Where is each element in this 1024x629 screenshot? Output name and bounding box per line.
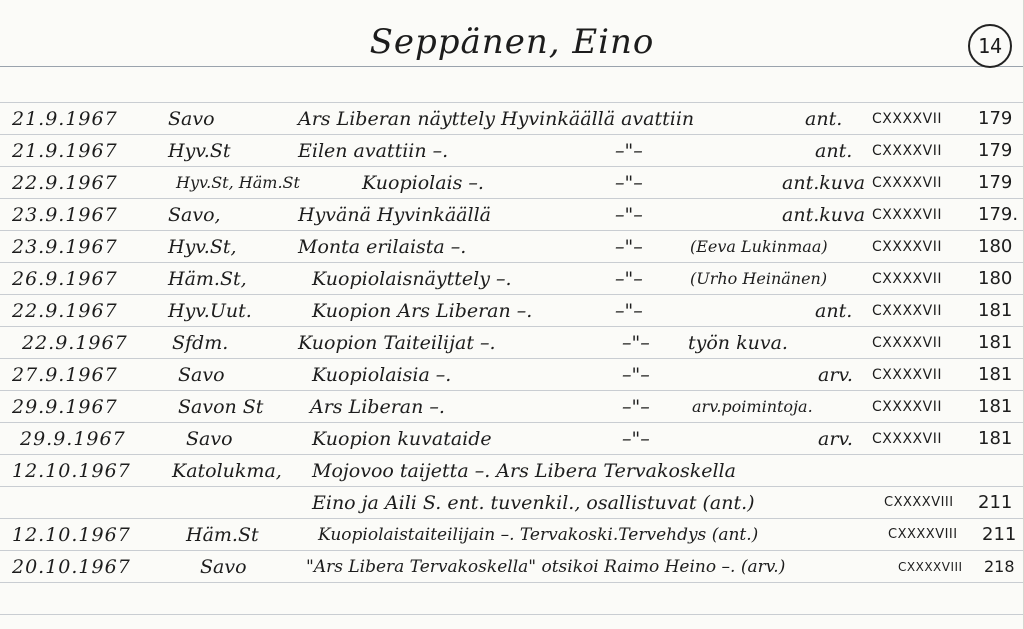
ruled-line (0, 614, 1024, 615)
entry-ditto: –"– (615, 204, 643, 226)
entry-ditto: –"– (615, 172, 643, 194)
entry-title: Kuopion Ars Liberan –. (312, 300, 533, 322)
entry-title: Eilen avattiin –. (298, 140, 449, 162)
entry-date: 22.9.1967 (12, 172, 118, 194)
entry-date: 26.9.1967 (12, 268, 118, 290)
entry-date: 21.9.1967 (12, 108, 118, 130)
entry-type: ant. (815, 300, 853, 322)
entry-source: Savo (168, 108, 215, 130)
entry-page: 179. (978, 204, 1019, 225)
entry-row-continuation (0, 487, 1024, 519)
entry-note: työn kuva. (688, 332, 788, 354)
entry-source: Savo, (168, 204, 221, 226)
entry-row (0, 263, 1024, 295)
entry-source: Savo (200, 556, 247, 578)
entry-date: 27.9.1967 (12, 364, 118, 386)
entry-ditto: –"– (622, 396, 650, 418)
entry-date: 23.9.1967 (12, 204, 118, 226)
entry-source: Hyv.St, (168, 236, 237, 258)
entry-row (0, 391, 1024, 423)
entry-page: 211 (982, 524, 1017, 545)
entry-volume: CXXXXVII (872, 207, 942, 223)
entry-page: 181 (978, 364, 1013, 385)
entry-title: Ars Liberan –. (310, 396, 445, 418)
entry-date: 12.10.1967 (12, 524, 131, 546)
entry-volume: CXXXXVII (872, 175, 942, 191)
entry-page: 181 (978, 396, 1013, 417)
entry-ditto: –"– (615, 268, 643, 290)
entry-source: Sfdm. (172, 332, 229, 354)
entry-row (0, 295, 1024, 327)
entry-row (0, 519, 1024, 551)
card-title: Seppänen, Eino (369, 22, 655, 62)
entry-type: ant.kuva (782, 172, 866, 194)
entry-note: (Eeva Lukinmaa) (690, 237, 828, 256)
entry-source: Savo (178, 364, 225, 386)
entry-ditto: –"– (615, 236, 643, 258)
entry-title: Kuopiolaisnäyttely –. (312, 268, 512, 290)
entry-volume: CXXXXVII (872, 143, 942, 159)
entry-volume: CXXXXVII (872, 111, 942, 127)
entry-page: 179 (978, 172, 1013, 193)
entry-volume: CXXXXVIII (884, 495, 954, 510)
entry-date: 23.9.1967 (12, 236, 118, 258)
entry-page: 179 (978, 108, 1013, 129)
entry-source: Häm.St, (168, 268, 247, 290)
entry-row (0, 103, 1024, 135)
entry-page: 181 (978, 300, 1013, 321)
entry-page: 211 (978, 492, 1013, 513)
entry-note: arv.poimintoja. (692, 397, 813, 416)
entry-title: Kuopiolaistaiteilijain –. Tervakoski.Tervehdys (ant.) (318, 525, 759, 545)
entry-type: arv. (818, 428, 853, 450)
entry-source: Katolukma, (172, 460, 282, 482)
entry-source: Hyv.Uut. (168, 300, 252, 322)
entry-ditto: –"– (615, 140, 643, 162)
entry-volume: CXXXXVII (872, 271, 942, 287)
entry-ditto: –"– (622, 428, 650, 450)
entry-date: 20.10.1967 (12, 556, 131, 578)
entry-title: Monta erilaista –. (298, 236, 467, 258)
entry-volume: CXXXXVIII (898, 560, 963, 574)
entry-row (0, 551, 1024, 583)
entry-date: 21.9.1967 (12, 140, 118, 162)
entry-title: Kuopiolaisia –. (312, 364, 452, 386)
entry-page: 181 (978, 332, 1013, 353)
entry-type: arv. (818, 364, 853, 386)
entry-date: 22.9.1967 (22, 332, 128, 354)
entry-volume: CXXXXVII (872, 399, 942, 415)
entry-type: ant.kuva (782, 204, 866, 226)
entry-ditto: –"– (615, 300, 643, 322)
entry-row (0, 231, 1024, 263)
entry-page: 181 (978, 428, 1013, 449)
entry-source: Savo (186, 428, 233, 450)
entry-volume: CXXXXVII (872, 335, 942, 351)
entry-row (0, 135, 1024, 167)
entry-date: 29.9.1967 (12, 396, 118, 418)
entry-source: Hyv.St (168, 140, 231, 162)
entry-title: Ars Liberan näyttely Hyvinkäällä avattiin (298, 108, 695, 130)
entry-row (0, 199, 1024, 231)
entry-type: ant. (815, 140, 853, 162)
entry-source: Häm.St (186, 524, 259, 546)
entry-title: Kuopiolais –. (362, 172, 484, 194)
entry-title: Hyvänä Hyvinkäällä (298, 204, 491, 226)
entry-date: 12.10.1967 (12, 460, 131, 482)
entry-type: ant. (805, 108, 843, 130)
entry-ditto: –"– (622, 332, 650, 354)
entry-title: Kuopion kuvataide (312, 428, 492, 450)
entry-date: 22.9.1967 (12, 300, 118, 322)
entry-volume: CXXXXVII (872, 239, 942, 255)
entry-row (0, 359, 1024, 391)
entry-page: 180 (978, 268, 1013, 289)
entry-title: Eino ja Aili S. ent. tuvenkil., osallistuvat (ant.) (312, 492, 755, 514)
card-header-rule (0, 66, 1024, 67)
entry-date: 29.9.1967 (20, 428, 126, 450)
entry-row (0, 455, 1024, 487)
entry-page: 218 (984, 557, 1015, 576)
entry-source: Hyv.St, Häm.St (176, 173, 300, 192)
entry-title: "Ars Libera Tervakoskella" otsikoi Raimo Heino –. (arv.) (306, 557, 786, 577)
entry-volume: CXXXXVII (872, 367, 942, 383)
card-page-number: 14 (968, 24, 1012, 68)
entry-note: (Urho Heinänen) (690, 269, 828, 288)
entry-title: Kuopion Taiteilijat –. (298, 332, 496, 354)
entry-page: 179 (978, 140, 1013, 161)
entry-source: Savon St (178, 396, 264, 418)
entry-ditto: –"– (622, 364, 650, 386)
entry-page: 180 (978, 236, 1013, 257)
entry-row (0, 423, 1024, 455)
entry-row (0, 327, 1024, 359)
entry-volume: CXXXXVIII (888, 527, 958, 542)
entry-row (0, 167, 1024, 199)
entry-volume: CXXXXVII (872, 431, 942, 447)
entry-volume: CXXXXVII (872, 303, 942, 319)
entry-title: Mojovoo taijetta –. Ars Libera Tervakoskella (312, 460, 736, 482)
